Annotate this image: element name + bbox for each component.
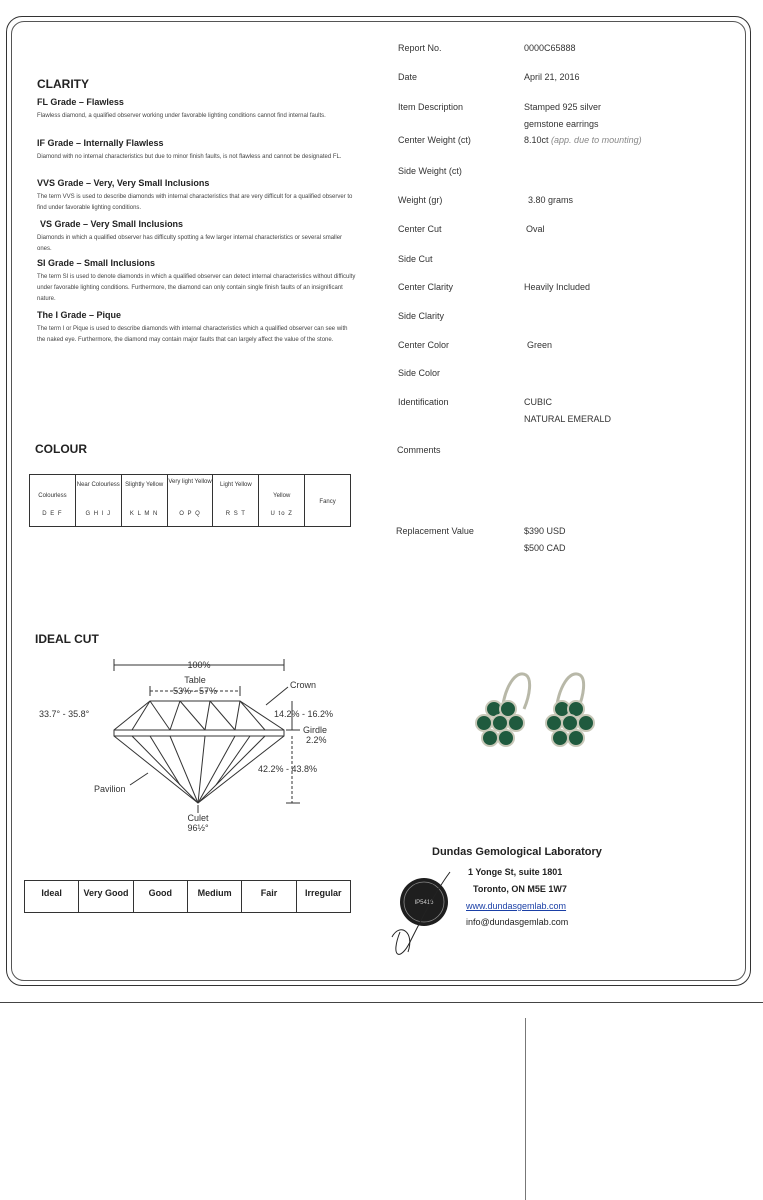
colour-grade: O P Q [179,511,201,517]
field-label: Center Color [398,340,450,350]
colour-name: Very light Yellow [168,479,212,485]
girdle-label: Girdle [303,725,328,735]
colour-cell [168,475,214,526]
grade-i-title: The I Grade – Pique [37,310,122,320]
cut-grade-cell: Ideal [25,881,79,912]
grade-si-title: SI Grade – Small Inclusions [37,258,156,268]
lab-name: Dundas Gemological Laboratory [432,846,602,858]
grade-fl-title: FL Grade – Flawless [37,97,124,107]
grade-si-text: The term SI is used to denote diamonds in which a qualified observer can detect internal characteristics without difficulty under favorable lighting conditions. Furthermore, the diamond can only contain single finish faults of an insignificant nature. [37,274,356,302]
grade-vs-title: VS Grade – Very Small Inclusions [40,219,184,229]
colour-grade: U to Z [270,511,293,517]
cut-grade-cell: Fair [242,881,296,912]
colour-grade: R S T [225,511,246,517]
cut-grade-cell: Irregular [305,888,342,898]
grade-if-text: Diamond with no internal characteristics but due to minor finish faults, is not flawless and cannot be designated FL. [37,154,342,160]
identification-line2: NATURAL EMERALD [524,414,612,424]
colour-name: Colourless [38,493,67,499]
field-label: Comments [397,445,441,455]
weight-grams: 3.80 grams [528,195,574,205]
field-label: Side Cut [398,254,433,264]
grade-fl-text: Flawless diamond, a qualified observer working under favorable lighting conditions cannot find internal faults. [37,113,326,119]
grade-i-text: The term I or Pique is used to describe diamonds with internal characteristics which a qualified observer can see with the naked eye. Furthermore, the diamond may contain major faults that can largely affect the value of the stone. [37,326,348,343]
colour-name: Slightly Yellow [125,482,164,488]
culet-label: Culet [187,813,209,823]
crown-label: Crown [290,680,317,690]
lab-email: info@dundasgemlab.com [466,917,569,927]
lab-address-line1: 1 Yonge St, suite 1801 [468,867,563,877]
colour-cell [305,475,350,526]
colour-cell [76,475,122,526]
field-label: Identification [398,397,449,407]
table-label: Table [184,675,206,685]
colour-name: Yellow [273,493,291,499]
colour-grade: D E F [42,511,63,517]
pavilion-depth: 42.2% - 43.8% [258,764,318,774]
earrings-photo [464,665,604,770]
center-weight-value: 8.10ct [524,135,549,145]
item-description: Stamped 925 silver [524,102,602,112]
lab-seal-stamp [380,862,480,962]
colour-name: Fancy [319,499,336,505]
cut-grade-cell: Medium [188,881,242,912]
field-label: Side Color [398,368,441,378]
field-label: Center Cut [398,224,442,234]
grade-if-title: IF Grade – Internally Flawless [37,138,164,148]
field-label: Side Clarity [398,311,445,321]
replacement-value-cad: $500 CAD [524,543,566,553]
grade-vvs-text: The term VVS is used to describe diamonds with internal characteristics that are very difficult for a qualified observer to find under favorable lighting conditions. [37,194,353,211]
field-label: Weight (gr) [398,195,443,205]
item-description-line2: gemstone earrings [524,119,599,129]
colour-cell [213,475,259,526]
center-clarity: Heavily Included [524,282,591,292]
replacement-value-usd: $390 USD [524,526,566,536]
cut-grade-cell: Very Good [79,881,133,912]
colour-cell [30,475,76,526]
crown-height: 14.2% - 16.2% [274,709,334,719]
field-label: Date [398,72,418,82]
colour-grade: K L M N [129,511,159,517]
total-width-label: 100% [187,660,211,670]
ideal-cut-heading: IDEAL CUT [35,632,99,646]
field-label: Side Weight (ct) [398,166,462,176]
diamond-cut-diagram [30,655,360,840]
report-date: April 21, 2016 [524,72,580,82]
center-weight [524,132,642,148]
cut-grade-cell: Good [134,881,188,912]
culet-value: 96½° [187,823,209,833]
colour-scale-table [29,474,351,527]
field-label: Replacement Value [396,526,474,536]
field-label: Item Description [398,102,464,112]
field-label: Report No. [398,43,442,53]
girdle-value: 2.2% [306,735,327,745]
crown-angle: 33.7° - 35.8° [39,709,90,719]
center-cut: Oval [526,224,545,234]
colour-cell [122,475,168,526]
center-weight-note: (app. due to mounting) [551,135,642,145]
lab-address-line2: Toronto, ON M5E 1W7 [473,884,567,894]
grade-vvs-title: VVS Grade – Very, Very Small Inclusions [37,178,210,188]
pavilion-label: Pavilion [94,784,126,794]
seal-id: IP5416 [414,900,434,906]
table-range: 53% - 57% [172,686,218,696]
field-label: Center Clarity [398,282,454,292]
field-label: Center Weight (ct) [398,135,471,145]
colour-grade: G H I J [85,511,112,517]
page-fold-line [525,1018,526,1200]
colour-name: Near Colourless [76,482,120,488]
clarity-heading: CLARITY [37,77,89,91]
lab-website-link[interactable]: www.dundasgemlab.com [466,901,567,911]
colour-heading: COLOUR [35,442,87,456]
grade-vs-text: Diamonds in which a qualified observer has difficulty spotting a few larger internal characteristics or several smaller ones. [37,235,343,252]
colour-cell [259,475,305,526]
colour-name: Light Yellow [220,482,252,488]
page-separator [0,1002,763,1003]
identification: CUBIC [524,397,553,407]
center-color: Green [527,340,553,350]
report-number: 0000C65888 [524,43,576,53]
cut-grade-table [24,880,351,913]
